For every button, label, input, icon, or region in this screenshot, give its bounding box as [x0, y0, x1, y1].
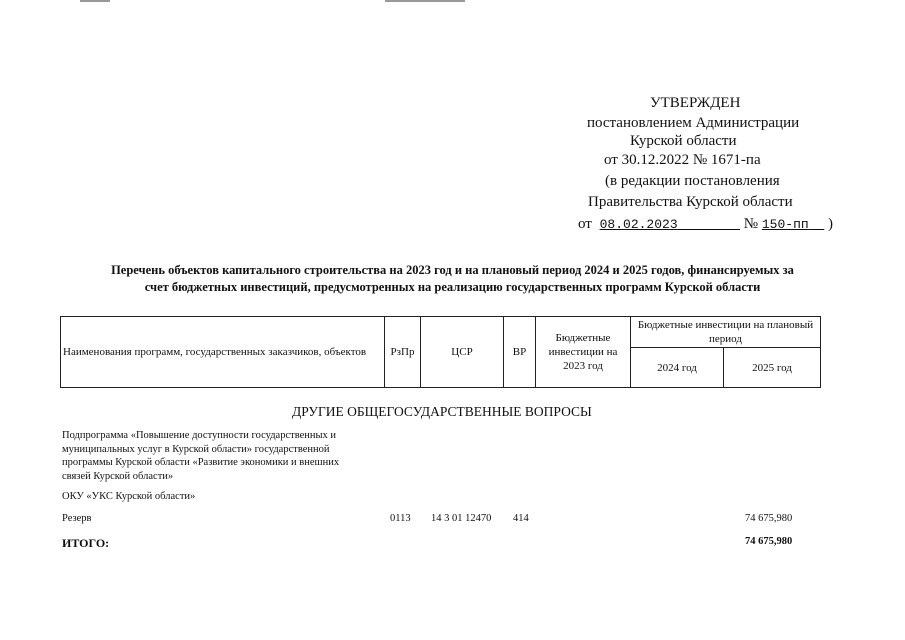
scan-mark	[385, 0, 465, 2]
row-vr: 414	[513, 513, 529, 524]
approval-title: УТВЕРЖДЕН	[650, 95, 741, 111]
approval-line: постановлением Администрации	[587, 115, 800, 131]
col-2024-header: 2024 год	[631, 348, 724, 388]
col-budget-2023-header: Бюджетные инвестиции на 2023 год	[536, 317, 631, 388]
close-paren: )	[828, 216, 834, 232]
document-title	[0, 262, 905, 296]
section-title: ДРУГИЕ ОБЩЕГОСУДАРСТВЕННЫЕ ВОПРОСЫ	[292, 404, 592, 419]
col-planned-period-header: Бюджетные инвестиции на плановый период	[631, 317, 821, 348]
subprogram-text	[62, 429, 339, 483]
approval-amendment	[578, 214, 833, 235]
customer-name: ОКУ «УКС Курской области»	[62, 491, 196, 502]
col-name-header: Наименования программ, государственных заказчиков, объектов	[61, 317, 385, 388]
col-csr-header: ЦСР	[421, 317, 504, 388]
subprogram-line: связей Курской области»	[62, 470, 174, 482]
from-prefix: от	[578, 216, 592, 232]
amendment-number: 150-пп	[761, 217, 809, 232]
amendment-date: 08.02.2023	[599, 217, 678, 232]
row-value-2025: 74 675,980	[745, 513, 793, 524]
date-underline-pad	[678, 217, 740, 232]
row-name: Резерв	[62, 513, 92, 524]
table-header	[60, 316, 821, 388]
total-value-2025: 74 675,980	[745, 536, 793, 547]
total-label: ИТОГО:	[62, 536, 110, 550]
subprogram-line: программы Курской области «Развитие экономики и внешних	[62, 457, 340, 468]
subprogram-line: Подпрограмма «Повышение доступности государственных и	[62, 430, 337, 441]
approval-line: Правительства Курской области	[588, 194, 793, 210]
col-vr-header: ВР	[504, 317, 536, 388]
approval-line: Курской области	[630, 133, 737, 149]
scan-mark	[80, 0, 110, 2]
row-rzpr: 0113	[390, 513, 411, 524]
title-line: Перечень объектов капитального строительства на 2023 год и на плановый период 2024 и 2025 годов, финансируемых за	[111, 263, 794, 277]
row-csr: 14 3 01 12470	[431, 513, 492, 524]
col-rzpr-header: РзПр	[385, 317, 421, 388]
approval-decree: от 30.12.2022 № 1671-па	[604, 152, 761, 168]
col-2025-header: 2025 год	[724, 348, 821, 388]
subprogram-line: муниципальных услуг в Курской области» государственной	[62, 443, 330, 455]
title-line: счет бюджетных инвестиций, предусмотренных на реализацию государственных программ Курской области	[144, 280, 761, 294]
approval-line: (в редакции постановления	[605, 173, 780, 189]
number-underline-pad	[809, 217, 825, 232]
number-sign: №	[743, 216, 759, 232]
